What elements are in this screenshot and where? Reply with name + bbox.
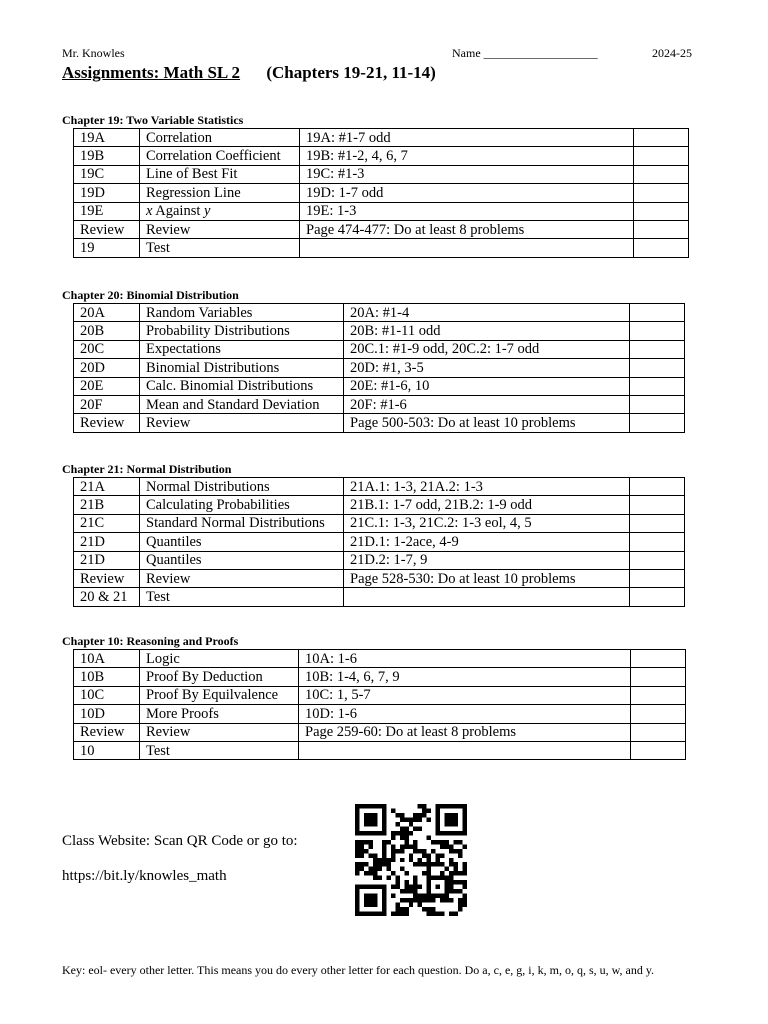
section-code-cell: 10 xyxy=(74,741,140,759)
section-code-cell: 21A xyxy=(74,478,140,496)
section-code-cell: 20E xyxy=(74,377,140,395)
section-code-cell: 10C xyxy=(74,686,140,704)
section-code-cell: 19 xyxy=(74,239,140,257)
checkbox-cell-cell xyxy=(631,741,686,759)
assignment-cell: 20A: #1-4 xyxy=(344,304,630,322)
section-code-cell: Review xyxy=(74,414,140,432)
section-code-cell: 20A xyxy=(74,304,140,322)
chapter-title: Chapter 10: Reasoning and Proofs xyxy=(62,634,239,648)
table-row xyxy=(74,414,685,432)
topic-cell: Logic xyxy=(140,650,299,668)
table-row xyxy=(74,220,689,238)
assignment-cell: Page 259-60: Do at least 8 problems xyxy=(299,723,631,741)
table-row xyxy=(74,184,689,202)
checkbox-cell-cell xyxy=(634,165,689,183)
assignment-cell: 19A: #1-7 odd xyxy=(300,129,634,147)
assignment-cell: 19B: #1-2, 4, 6, 7 xyxy=(300,147,634,165)
table-row xyxy=(74,202,689,220)
topic-cell: Quantiles xyxy=(140,551,344,569)
checkbox-cell-cell xyxy=(630,588,685,606)
assignment-cell: 21C.1: 1-3, 21C.2: 1-3 eol, 4, 5 xyxy=(344,514,630,532)
assignment-cell: Page 500-503: Do at least 10 problems xyxy=(344,414,630,432)
page-title xyxy=(62,63,436,83)
assignment-cell xyxy=(344,588,630,606)
student-name-field: Name ___________________ xyxy=(452,46,598,60)
topic-cell: Review xyxy=(140,569,344,587)
qr-code-icon xyxy=(355,804,467,916)
topic-cell: Random Variables xyxy=(140,304,344,322)
checkbox-cell-cell xyxy=(634,202,689,220)
assignment-table xyxy=(73,477,685,607)
table-row xyxy=(74,668,686,686)
table-row xyxy=(74,359,685,377)
checkbox-cell-cell xyxy=(630,395,685,413)
table-row xyxy=(74,340,685,358)
table-row xyxy=(74,705,686,723)
title-text: Assignments: Math SL 2 xyxy=(62,63,241,82)
checkbox-cell-cell xyxy=(634,220,689,238)
assignment-cell: 20F: #1-6 xyxy=(344,395,630,413)
checkbox-cell-cell xyxy=(631,686,686,704)
chapters-range: (Chapters 19-21, 11-14) xyxy=(266,63,436,82)
assignment-cell: 20C.1: #1-9 odd, 20C.2: 1-7 odd xyxy=(344,340,630,358)
table-row xyxy=(74,322,685,340)
assignment-cell: 21D.1: 1-2ace, 4-9 xyxy=(344,533,630,551)
teacher-name: Mr. Knowles xyxy=(62,46,125,60)
table-row xyxy=(74,533,685,551)
checkbox-cell-cell xyxy=(634,184,689,202)
topic-cell: Line of Best Fit xyxy=(140,165,300,183)
checkbox-cell-cell xyxy=(630,377,685,395)
section-code-cell: Review xyxy=(74,569,140,587)
topic-cell: Review xyxy=(140,723,299,741)
section-code-cell: 10B xyxy=(74,668,140,686)
checkbox-cell-cell xyxy=(631,668,686,686)
checkbox-cell-cell xyxy=(634,147,689,165)
assignment-cell: 20D: #1, 3-5 xyxy=(344,359,630,377)
section-code-cell: 20 & 21 xyxy=(74,588,140,606)
topic-cell: Correlation Coefficient xyxy=(140,147,300,165)
topic-cell: Test xyxy=(140,588,344,606)
table-row xyxy=(74,723,686,741)
table-row xyxy=(74,239,689,257)
section-code-cell: 20D xyxy=(74,359,140,377)
checkbox-cell-cell xyxy=(630,414,685,432)
topic-cell: Proof By Equilvalence xyxy=(140,686,299,704)
topic-cell: Test xyxy=(140,239,300,257)
section-code-cell: 19E xyxy=(74,202,140,220)
section-code-cell: 19C xyxy=(74,165,140,183)
checkbox-cell-cell xyxy=(631,723,686,741)
table-row xyxy=(74,514,685,532)
section-code-cell: 10A xyxy=(74,650,140,668)
assignment-cell: 10B: 1-4, 6, 7, 9 xyxy=(299,668,631,686)
section-code-cell: 19D xyxy=(74,184,140,202)
section-code-cell: Review xyxy=(74,723,140,741)
topic-cell: Calc. Binomial Distributions xyxy=(140,377,344,395)
section-code-cell: 20F xyxy=(74,395,140,413)
topic-cell: Proof By Deduction xyxy=(140,668,299,686)
topic-cell: Standard Normal Distributions xyxy=(140,514,344,532)
table-row xyxy=(74,304,685,322)
table-row xyxy=(74,147,689,165)
topic-cell: Probability Distributions xyxy=(140,322,344,340)
topic-cell: Regression Line xyxy=(140,184,300,202)
table-row xyxy=(74,588,685,606)
assignment-cell: 10C: 1, 5-7 xyxy=(299,686,631,704)
website-url[interactable]: https://bit.ly/knowles_math xyxy=(62,868,227,884)
checkbox-cell-cell xyxy=(634,239,689,257)
website-label: Class Website: Scan QR Code or go to: xyxy=(62,833,298,849)
checkbox-cell-cell xyxy=(630,304,685,322)
school-year: 2024-25 xyxy=(652,46,692,60)
checkbox-cell-cell xyxy=(630,322,685,340)
table-row xyxy=(74,478,685,496)
assignment-cell xyxy=(299,741,631,759)
topic-cell: Expectations xyxy=(140,340,344,358)
checkbox-cell-cell xyxy=(631,650,686,668)
checkbox-cell-cell xyxy=(634,129,689,147)
chapter-21-section xyxy=(62,462,685,607)
checkbox-cell-cell xyxy=(630,514,685,532)
section-code-cell: 21D xyxy=(74,551,140,569)
assignment-cell xyxy=(300,239,634,257)
section-code-cell: 19B xyxy=(74,147,140,165)
section-code-cell: Review xyxy=(74,220,140,238)
table-row xyxy=(74,551,685,569)
chapter-19-section xyxy=(62,113,689,258)
checkbox-cell-cell xyxy=(630,496,685,514)
section-code-cell: 21C xyxy=(74,514,140,532)
section-code-cell: 21B xyxy=(74,496,140,514)
table-row xyxy=(74,165,689,183)
table-row xyxy=(74,741,686,759)
table-row xyxy=(74,129,689,147)
assignment-cell: 21D.2: 1-7, 9 xyxy=(344,551,630,569)
assignment-cell: 19D: 1-7 odd xyxy=(300,184,634,202)
table-row xyxy=(74,377,685,395)
assignment-cell: 21A.1: 1-3, 21A.2: 1-3 xyxy=(344,478,630,496)
topic-cell: Review xyxy=(140,220,300,238)
topic-cell: x Against y xyxy=(140,202,300,220)
checkbox-cell-cell xyxy=(630,569,685,587)
section-code-cell: 19A xyxy=(74,129,140,147)
chapter-20-section xyxy=(62,288,685,433)
checkbox-cell-cell xyxy=(631,705,686,723)
assignment-cell: 20E: #1-6, 10 xyxy=(344,377,630,395)
assignment-cell: 21B.1: 1-7 odd, 21B.2: 1-9 odd xyxy=(344,496,630,514)
topic-cell: Test xyxy=(140,741,299,759)
topic-cell: Normal Distributions xyxy=(140,478,344,496)
section-code-cell: 10D xyxy=(74,705,140,723)
assignment-table xyxy=(73,303,685,433)
table-row xyxy=(74,569,685,587)
assignment-table xyxy=(73,128,689,258)
assignment-cell: Page 474-477: Do at least 8 problems xyxy=(300,220,634,238)
topic-cell: More Proofs xyxy=(140,705,299,723)
table-row xyxy=(74,395,685,413)
checkbox-cell-cell xyxy=(630,533,685,551)
chapter-title: Chapter 20: Binomial Distribution xyxy=(62,288,239,302)
table-row xyxy=(74,686,686,704)
checkbox-cell-cell xyxy=(630,478,685,496)
assignment-cell: Page 528-530: Do at least 10 problems xyxy=(344,569,630,587)
chapter-10-section xyxy=(62,634,686,760)
assignment-cell: 10A: 1-6 xyxy=(299,650,631,668)
chapter-title: Chapter 21: Normal Distribution xyxy=(62,462,232,476)
table-row xyxy=(74,496,685,514)
checkbox-cell-cell xyxy=(630,359,685,377)
assignment-cell: 10D: 1-6 xyxy=(299,705,631,723)
topic-cell: Correlation xyxy=(140,129,300,147)
assignment-cell: 19E: 1-3 xyxy=(300,202,634,220)
checkbox-cell-cell xyxy=(630,551,685,569)
topic-cell: Calculating Probabilities xyxy=(140,496,344,514)
topic-cell: Mean and Standard Deviation xyxy=(140,395,344,413)
topic-cell: Binomial Distributions xyxy=(140,359,344,377)
checkbox-cell-cell xyxy=(630,340,685,358)
assignment-cell: 20B: #1-11 odd xyxy=(344,322,630,340)
section-code-cell: 20B xyxy=(74,322,140,340)
assignment-cell: 19C: #1-3 xyxy=(300,165,634,183)
key-note: Key: eol- every other letter. This means you do every other letter for each question. Do a, c, e, g, i, k, m, o, q, s, u, w, and y. xyxy=(62,963,655,977)
assignment-table xyxy=(73,649,686,760)
section-code-cell: 21D xyxy=(74,533,140,551)
section-code-cell: 20C xyxy=(74,340,140,358)
topic-cell: Quantiles xyxy=(140,533,344,551)
table-row xyxy=(74,650,686,668)
topic-cell: Review xyxy=(140,414,344,432)
chapter-title: Chapter 19: Two Variable Statistics xyxy=(62,113,244,127)
